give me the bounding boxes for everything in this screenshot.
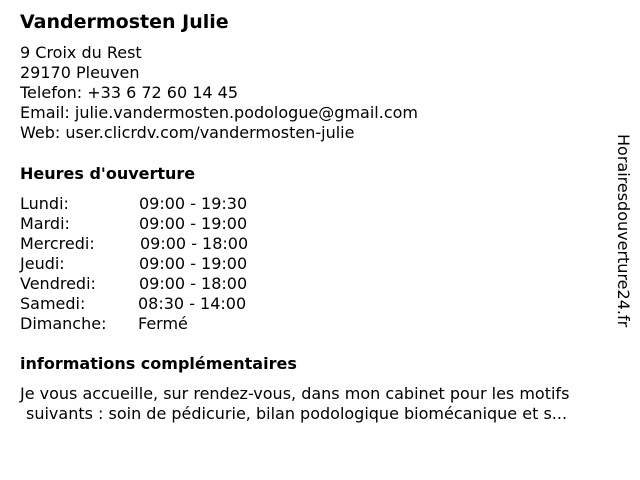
hours-heading: Heures d'ouverture xyxy=(20,164,196,183)
day-label: Jeudi: xyxy=(20,254,65,273)
email-line: Email: julie.vandermosten.podologue@gmail.com xyxy=(20,103,418,122)
watermark xyxy=(614,134,634,344)
time-range: 09:00 - 19:00 xyxy=(139,254,248,273)
watermark-text: Horairesdouverture24.fr xyxy=(614,134,633,328)
time-range: 09:00 - 18:00 xyxy=(140,234,249,253)
web-line: Web: user.clicrdv.com/vandermosten-julie xyxy=(20,123,355,142)
info-line-1: Je vous accueille, sur rendez-vous, dans mon cabinet pour les motifs xyxy=(20,384,570,403)
day-label: Samedi: xyxy=(20,294,86,313)
time-range: 09:00 - 18:00 xyxy=(139,274,248,293)
info-line-2: suivants : soin de pédicurie, bilan podologique biomécanique et s... xyxy=(26,404,568,423)
day-label: Mardi: xyxy=(20,214,70,233)
time-range: 08:30 - 14:00 xyxy=(138,294,247,313)
info-heading: informations complémentaires xyxy=(20,354,297,373)
phone-line: Telefon: +33 6 72 60 14 45 xyxy=(20,83,239,102)
contact-details xyxy=(20,43,418,143)
business-name: Vandermosten Julie xyxy=(20,11,229,33)
day-label: Mercredi: xyxy=(20,234,95,253)
time-range: 09:00 - 19:30 xyxy=(139,194,248,213)
street-address: 9 Croix du Rest xyxy=(20,43,142,62)
day-label: Lundi: xyxy=(20,194,69,213)
postal-city: 29170 Pleuven xyxy=(20,63,140,82)
time-range: 09:00 - 19:00 xyxy=(139,214,248,233)
day-label: Dimanche: xyxy=(20,314,107,333)
day-label: Vendredi: xyxy=(20,274,96,293)
time-range: Fermé xyxy=(138,314,188,333)
info-text xyxy=(20,384,630,424)
